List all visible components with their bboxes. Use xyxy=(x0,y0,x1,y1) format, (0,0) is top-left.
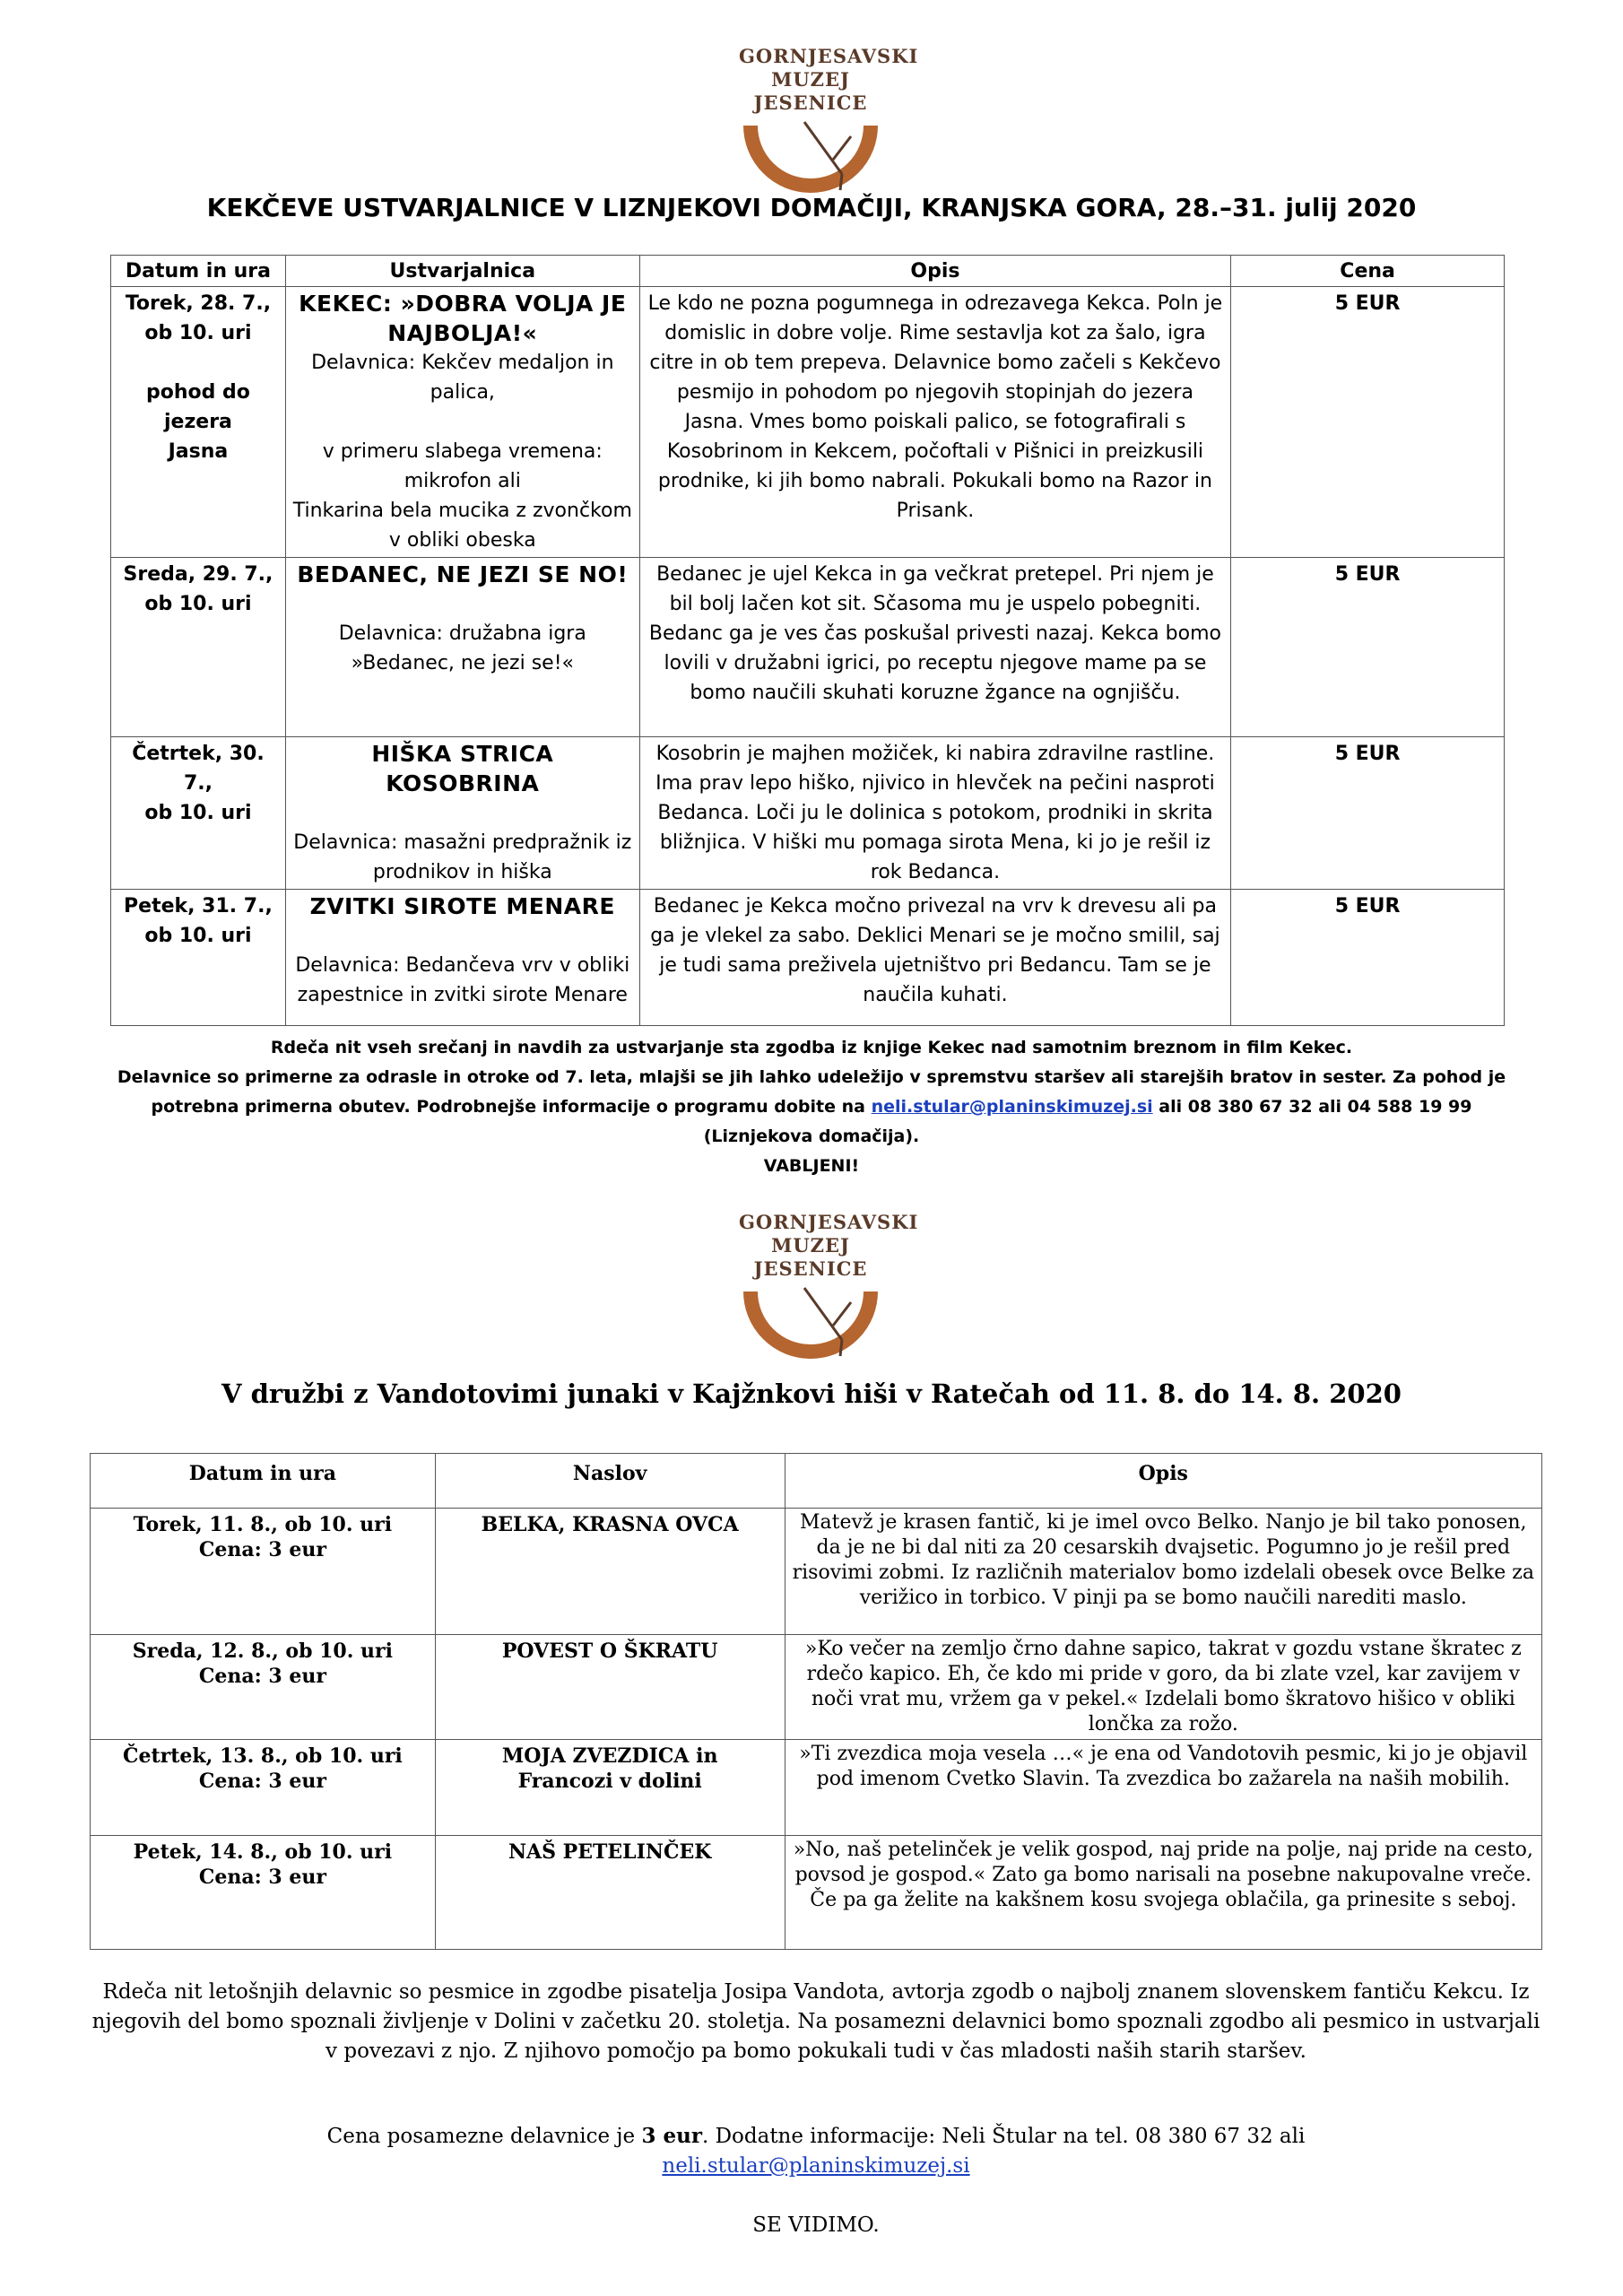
museum-logo xyxy=(739,45,919,199)
section2-price-info xyxy=(90,2121,1542,2181)
section2-paragraph: Rdeča nit letošnjih delavnic so pesmice in zgodbe pisatelja Josipa Vandota, avtorja zgodb o najbolj znanem slovenskem fantiču Kekcu. Iz njegovih del bomo spoznali življenje v Dolini v začetku 20. stoletja. Na posamezni delavnici bomo spoznali zgodbo ali pesmico in ustvarjali v povezavi z njo. Z njihovo pomočjo pa bomo pokukali tudi v čas mladosti naših starih staršev. xyxy=(91,1980,1541,2063)
date-line: Jasna xyxy=(168,440,229,463)
price-info-text: Cena posamezne delavnice je xyxy=(326,2125,636,2148)
header-title: Naslov xyxy=(435,1454,785,1509)
workshop-line: Delavnica: družabna igra xyxy=(338,622,586,645)
row-description: »No, naš petelinček je velik gospod, naj pride na polje, naj pride na cesto, povsod je gospod.« Zato ga bomo narisali na posebne nakupovalne vreče. Če pa ga želite na kakšnem kosu svojega oblačila, ga prinesite s seboj. xyxy=(785,1836,1541,1950)
row-workshop xyxy=(285,890,639,1026)
workshop-line xyxy=(291,798,634,828)
email-link[interactable]: neli.stular@planinskimuzej.si xyxy=(871,1097,1153,1117)
header-date: Datum in ura xyxy=(111,256,286,287)
note-info xyxy=(99,1063,1524,1152)
title-line: POVEST O ŠKRATU xyxy=(501,1639,718,1663)
row-date xyxy=(91,1740,436,1836)
section2-title: V družbi z Vandotovimi junaki v Kajžnkovi hiši v Ratečah od 11. 8. do 14. 8. 2020 xyxy=(221,1378,1402,1409)
row-title xyxy=(435,1836,785,1950)
row-date xyxy=(111,737,286,890)
workshop-line: Delavnica: masažni predpražnik iz prodnikov in hiška xyxy=(293,831,632,883)
section1-title: KEKČEVE USTVARJALNICE V LIZNJEKOVI DOMAČIJI, KRANJSKA GORA, 28.–31. julij 2020 xyxy=(206,193,1417,222)
price-line: Cena: 3 eur xyxy=(198,1538,326,1561)
kekec-workshops-table xyxy=(110,255,1505,1026)
logo-line1: GORNJESAVSKI xyxy=(739,45,919,67)
table-row xyxy=(111,737,1505,890)
date-line: pohod do jezera xyxy=(145,381,250,433)
workshop-line: Delavnica: Kekčev medaljon in palica, xyxy=(311,352,614,404)
vandot-workshops-table xyxy=(90,1453,1542,1950)
note-contact-text: ali 08 380 67 32 ali 04 588 19 99 (Liznjekova domačija). xyxy=(703,1097,1472,1146)
row-date xyxy=(91,1509,436,1635)
price-line: Cena: 3 eur xyxy=(198,1866,326,1889)
row-price: 5 EUR xyxy=(1231,287,1505,558)
workshop-line xyxy=(291,407,634,437)
title-line: Francozi v dolini xyxy=(517,1770,702,1793)
logo-line2: MUZEJ JESENICE xyxy=(753,68,868,114)
section2-closing: SE VIDIMO. xyxy=(752,2213,880,2237)
row-description: »Ti zvezdica moja vesela …« je ena od Vandotovih pesmic, ki jo je objavil pod imenom Cvetko Slavin. Ta zvezdica bo zažarela na naših mobilih. xyxy=(785,1740,1541,1836)
date-line: ob 10. uri xyxy=(144,925,252,947)
header-date: Datum in ura xyxy=(91,1454,436,1509)
section1-notes xyxy=(99,1033,1524,1181)
row-date xyxy=(91,1836,436,1950)
row-description: Le kdo ne pozna pogumnega in odrezavega Kekca. Poln je domislic in dobre volje. Rime sestavlja kot za šalo, igra citre in ob tem prepeva. Delavnice bomo začeli s Kekčevo pesmijo in pohodom po njegovih stopinjah do jezera Jasna. Vmes bomo poiskali palico, se fotografirali s Kosobrinom in Kekcem, počoftali v Pišnici in preizkusili prodnike, ki jih bomo nabrali. Pokukali bomo na Razor in Prisank. xyxy=(639,287,1231,558)
workshop-line xyxy=(291,921,634,951)
row-price: 5 EUR xyxy=(1231,737,1505,890)
row-workshop xyxy=(285,558,639,737)
row-date xyxy=(91,1635,436,1740)
note-info-text: Delavnice so primerne za odrasle in otroke od 7. leta, mlajši se jih lahko udeležijo v spremstvu staršev ali starejših bratov in sester. Za pohod je potrebna primerna obutev. Podrobnejše informacije o programu dobite na xyxy=(117,1067,1506,1117)
logo-line2: MUZEJ JESENICE xyxy=(753,1234,868,1280)
closing-text: VABLJENI! xyxy=(763,1156,860,1176)
row-title xyxy=(435,1740,785,1836)
table-row xyxy=(91,1509,1542,1635)
sundial-icon xyxy=(743,118,878,199)
title-line: BELKA, KRASNA OVCA xyxy=(481,1513,739,1536)
workshop-line: Delavnica: Bedančeva vrv v obliki zapestnice in zvitki sirote Menare xyxy=(295,954,630,1006)
workshop-line: v primeru slabega vremena: xyxy=(322,440,603,463)
row-title xyxy=(435,1635,785,1740)
date-line: ob 10. uri xyxy=(144,593,252,615)
title-line: MOJA ZVEZDICA in xyxy=(501,1744,718,1768)
row-description: »Ko večer na zemljo črno dahne sapico, takrat v gozdu vstane škratec z rdečo kapico. Eh, če kdo mi pride v goro, da bi zlate vzel, kar zavijem v noči vrat mu, vržem ga v pekel.« Izdelali bomo škratovo hišico v obliki lončka za rožo. xyxy=(785,1635,1541,1740)
price-info-bold: 3 eur xyxy=(641,2124,702,2148)
workshop-title: HIŠKA STRICA KOSOBRINA xyxy=(371,741,554,796)
workshop-title: KEKEC: »DOBRA VOLJA JE NAJBOLJA!« xyxy=(299,291,627,346)
logo-line1: GORNJESAVSKI xyxy=(739,1211,919,1233)
table-row xyxy=(91,1740,1542,1836)
price-line: Cena: 3 eur xyxy=(198,1770,326,1793)
header-workshop: Ustvarjalnica xyxy=(285,256,639,287)
date-line: Petek, 31. 7., xyxy=(124,895,273,918)
workshop-title: ZVITKI SIROTE MENARE xyxy=(309,893,615,919)
email-link[interactable]: neli.stular@planinskimuzej.si xyxy=(662,2154,970,2178)
row-price: 5 EUR xyxy=(1231,890,1505,1026)
table-row xyxy=(111,890,1505,1026)
row-price: 5 EUR xyxy=(1231,558,1505,737)
date-line: Torek, 28. 7., xyxy=(125,292,272,315)
table-row xyxy=(111,287,1505,558)
row-description: Matevž je krasen fantič, ki je imel ovco Belko. Nanjo je bil tako ponosen, da je ne bi dal niti za 20 cesarskih dvajsetic. Pogumno jo je rešil pred risovimi zobmi. Iz različnih materialov bomo izdelali obesek ovce Belke za verižico in torbico. V pinji pa se bomo naučili narediti maslo. xyxy=(785,1509,1541,1635)
workshop-line: mikrofon ali xyxy=(404,470,521,492)
table-row xyxy=(91,1836,1542,1950)
row-date xyxy=(111,890,286,1026)
row-description: Kosobrin je majhen možiček, ki nabira zdravilne rastline. Ima prav lepo hiško, njivico in hlevček na pečini nasproti Bedanca. Loči ju le dolinica s potokom, prodniki in skrita bližnjica. V hiški mu pomaga sirota Mena, ki jo je rešil iz rok Bedanca. xyxy=(639,737,1231,890)
date-line: ob 10. uri xyxy=(144,322,252,344)
table-header-row xyxy=(91,1454,1542,1509)
row-date xyxy=(111,558,286,737)
workshop-line: Tinkarina bela mucika z zvončkom v obliki obeska xyxy=(292,500,632,552)
price-line: Cena: 3 eur xyxy=(198,1665,326,1688)
price-info-contact: . Dodatne informacije: Neli Štular na tel. 08 380 67 32 ali xyxy=(701,2125,1306,2148)
workshop-title: BEDANEC, NE JEZI SE NO! xyxy=(297,561,629,587)
workshop-line: »Bedanec, ne jezi se!« xyxy=(351,652,574,674)
date-line: Sreda, 12. 8., ob 10. uri xyxy=(132,1639,393,1663)
museum-logo xyxy=(739,1211,919,1365)
row-workshop xyxy=(285,737,639,890)
date-line: Sreda, 29. 7., xyxy=(123,563,273,586)
table-header-row xyxy=(111,256,1505,287)
row-title xyxy=(435,1509,785,1635)
date-line xyxy=(117,348,280,378)
title-line: NAŠ PETELINČEK xyxy=(508,1840,712,1864)
row-description: Bedanec je Kekca močno privezal na vrv k drevesu ali pa ga je vlekel za sabo. Deklici Menari se je močno smilil, saj je tudi sama preživela ujetništvo pri Bedancu. Tam se je naučila kuhati. xyxy=(639,890,1231,1026)
header-description: Opis xyxy=(639,256,1231,287)
date-line: Petek, 14. 8., ob 10. uri xyxy=(133,1840,393,1864)
row-date xyxy=(111,287,286,558)
header-price: Cena xyxy=(1231,256,1505,287)
date-line: Torek, 11. 8., ob 10. uri xyxy=(133,1513,393,1536)
note-theme: Rdeča nit vseh srečanj in navdih za ustvarjanje sta zgodba iz knjige Kekec nad samotnim breznom in film Kekec. xyxy=(270,1038,1353,1057)
row-description: Bedanec je ujel Kekca in ga večkrat pretepel. Pri njem je bil bolj lačen kot sit. Sčasoma mu je uspelo pobegniti. Bedanc ga je ves čas poskušal privesti nazaj. Kekca bomo lovili v družabni igrici, po receptu njegove mame pa se bomo naučili skuhati koruzne žgance na ognjišču. xyxy=(639,558,1231,737)
row-workshop xyxy=(285,287,639,558)
table-row xyxy=(91,1635,1542,1740)
workshop-line xyxy=(291,589,634,619)
sundial-icon xyxy=(743,1284,878,1365)
table-row xyxy=(111,558,1505,737)
header-description: Opis xyxy=(785,1454,1541,1509)
date-line: Četrtek, 30. 7., xyxy=(132,743,265,795)
date-line: Četrtek, 13. 8., ob 10. uri xyxy=(122,1744,403,1768)
date-line: ob 10. uri xyxy=(144,802,252,824)
